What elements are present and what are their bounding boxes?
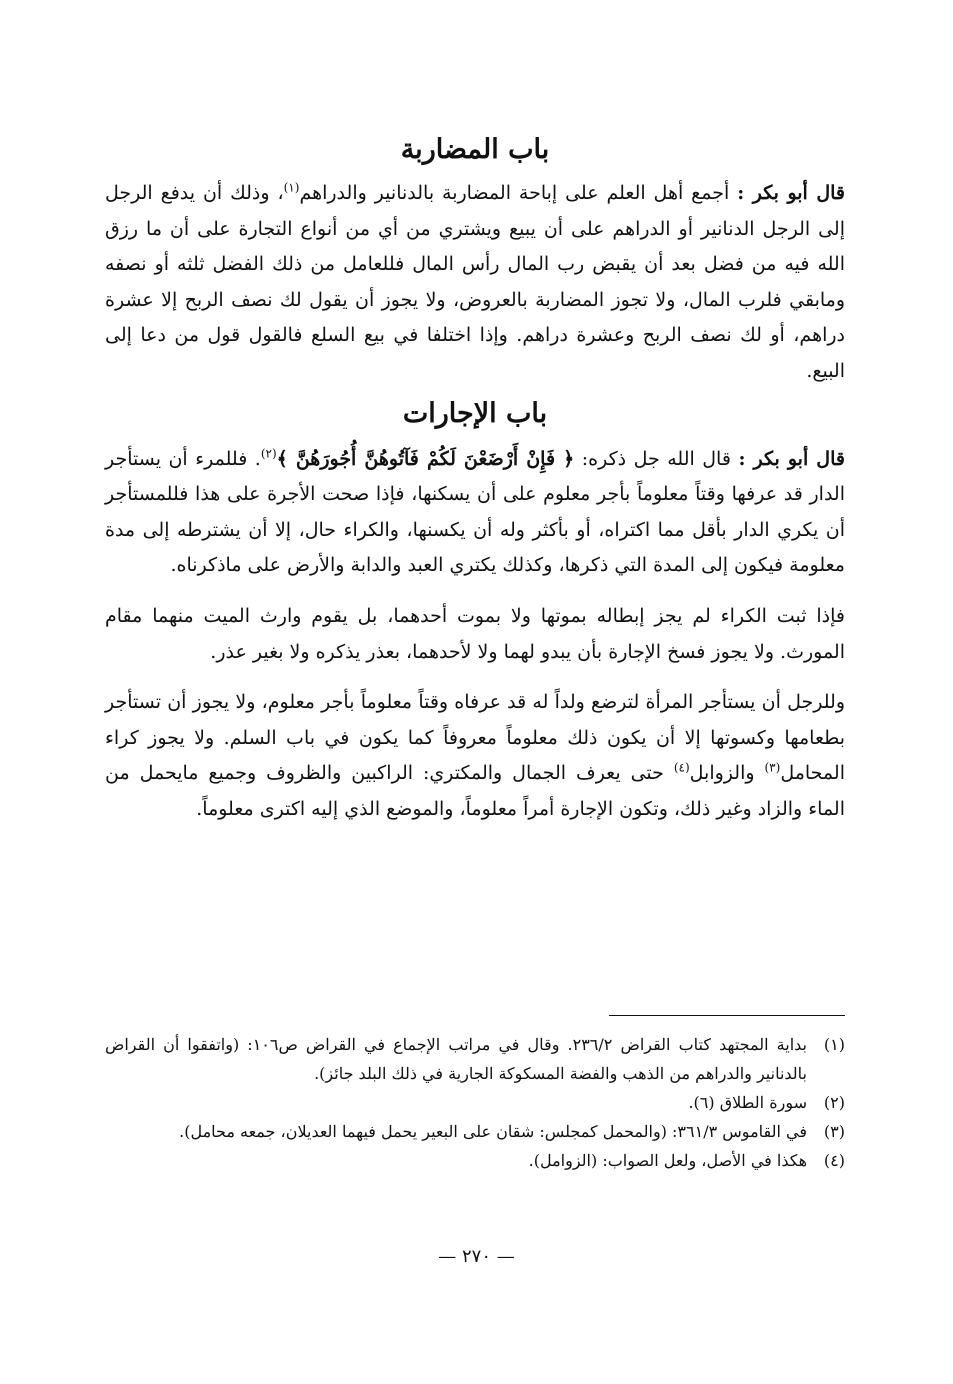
footnote-ref-1: (١) — [283, 180, 300, 195]
paragraph-text: أجمع أهل العلم على إباحة المضاربة بالدنانير والدراهم — [299, 182, 738, 204]
paragraph-text: وللرجل أن يستأجر المرأة لترضع ولداً له قد عرفاه وقتاً معلوماً بأجر معلوم، ولا يجوز أن تستأجر بطعامها وكسوتها إلا أن يكون ذلك معلوماً معروفاً كما يكون في باب السلم. ولا يجوز كراء المحامل — [105, 691, 845, 785]
footnote-text: سورة الطلاق (٦). — [688, 1093, 807, 1112]
speaker-label: قال أبو بكر : — [738, 447, 845, 470]
paragraph-text: . فللمرء أن يستأجر الدار قد عرفها وقتاً معلوماً بأجر معلوم على أن يسكنها، فإذا صحت الأجرة على هذا فللمستأجر أن يكري الدار بأقل مما اكتراه، أو بأكثر وله أن يكسنها، والكراء حال، إلا أن يشترطه إلى مدة معلومة فيكون إلى المدة التي ذكرها، وكذلك يكتري العبد والدابة والأرض على ماذكرناه. — [105, 447, 845, 577]
speaker-label: قال أبو بكر : — [737, 182, 846, 204]
footnote-text: هكذا في الأصل، ولعل الصواب: (الزوامل). — [528, 1151, 807, 1170]
paragraph-ijarat — [105, 442, 845, 584]
footnote-ref-2: (٢) — [260, 446, 277, 461]
footnote-number: (٣) — [823, 1122, 845, 1141]
section-title-ijarat: باب الإجارات — [402, 397, 548, 429]
footnote-text: بداية المجتهد كتاب القراض ٢٣٦/٢. وقال في مراتب الإجماع في القراض ص١٠٦: (واتفقوا أن القراض بالدنانير والدراهم من الذهب والفضة المسكوكة الجارية في ذلك البلد جائز). — [105, 1035, 808, 1083]
footnote-number: (٢) — [823, 1093, 845, 1112]
paragraph-text: حتى يعرف الجمال والمكتري: الراكبين والظروف وجميع مايحمل من الماء والزاد وغير ذلك، وتكون الإجارة أمراً معلوماً، والموضع الذي إليه اكترى معلوماً. — [105, 762, 845, 820]
footnote-number: (١) — [823, 1035, 845, 1054]
footnotes — [105, 1030, 845, 1175]
footnote-divider — [609, 1015, 845, 1016]
paragraph-text: والزوابل — [689, 762, 765, 785]
paragraph-rida — [105, 685, 845, 827]
footnote — [105, 1088, 845, 1117]
quran-verse: ﴿ فَإِنْ أَرْضَعْنَ لَكُمْ فَآتُوهُنَّ أُجُورَهُنَّ ﴾ — [276, 447, 575, 470]
footnote — [105, 1030, 845, 1088]
footnote — [105, 1146, 845, 1175]
paragraph-mudaraba — [105, 176, 845, 390]
section-title-mudaraba: باب المضاربة — [400, 134, 550, 165]
footnote-ref-4: (٤) — [673, 760, 690, 775]
paragraph-text: ، وذلك أن يدفع الرجل إلى الرجل الدنانير أو الدراهم على أن يبيع ويشتري من أي من أنواع التجارة على أن ما رزق الله فيه من فضل بعد أن يقبض رب المال رأس المال فللعامل من ذلك الفضل ثلثه أو نصفه ومابقي فلرب المال، ولا تجوز المضاربة بالعروض، ولا يجوز أن يقول لك نصف الربح إلا عشرة دراهم، أو لك نصف الربح وعشرة دراهم. وإذا اختلفا في بيع السلع فالقول قول من دعا إلى البيع. — [105, 182, 845, 382]
footnote — [105, 1117, 845, 1146]
paragraph-kira: فإذا ثبت الكراء لم يجز إبطاله بموتها ولا بموت أحدهما، بل يقوم وارث الميت منهما مقام المورث. ولا يجوز فسخ الإجارة بأن يبدو لهما ولا لأحدهما، بعذر يذكره ولا بغير عذر. — [105, 604, 845, 663]
footnote-text: في القاموس ٣٦١/٣: (والمحمل كمجلس: شقان على البعير يحمل فيهما العديلان، جمعه محامل). — [179, 1122, 807, 1141]
footnote-number: (٤) — [823, 1151, 845, 1170]
page-number: — ٢٧٠ — — [438, 1246, 515, 1267]
main-text — [105, 128, 845, 828]
footnote-ref-3: (٣) — [764, 760, 781, 775]
paragraph-text: قال الله جل ذكره: — [574, 447, 739, 470]
